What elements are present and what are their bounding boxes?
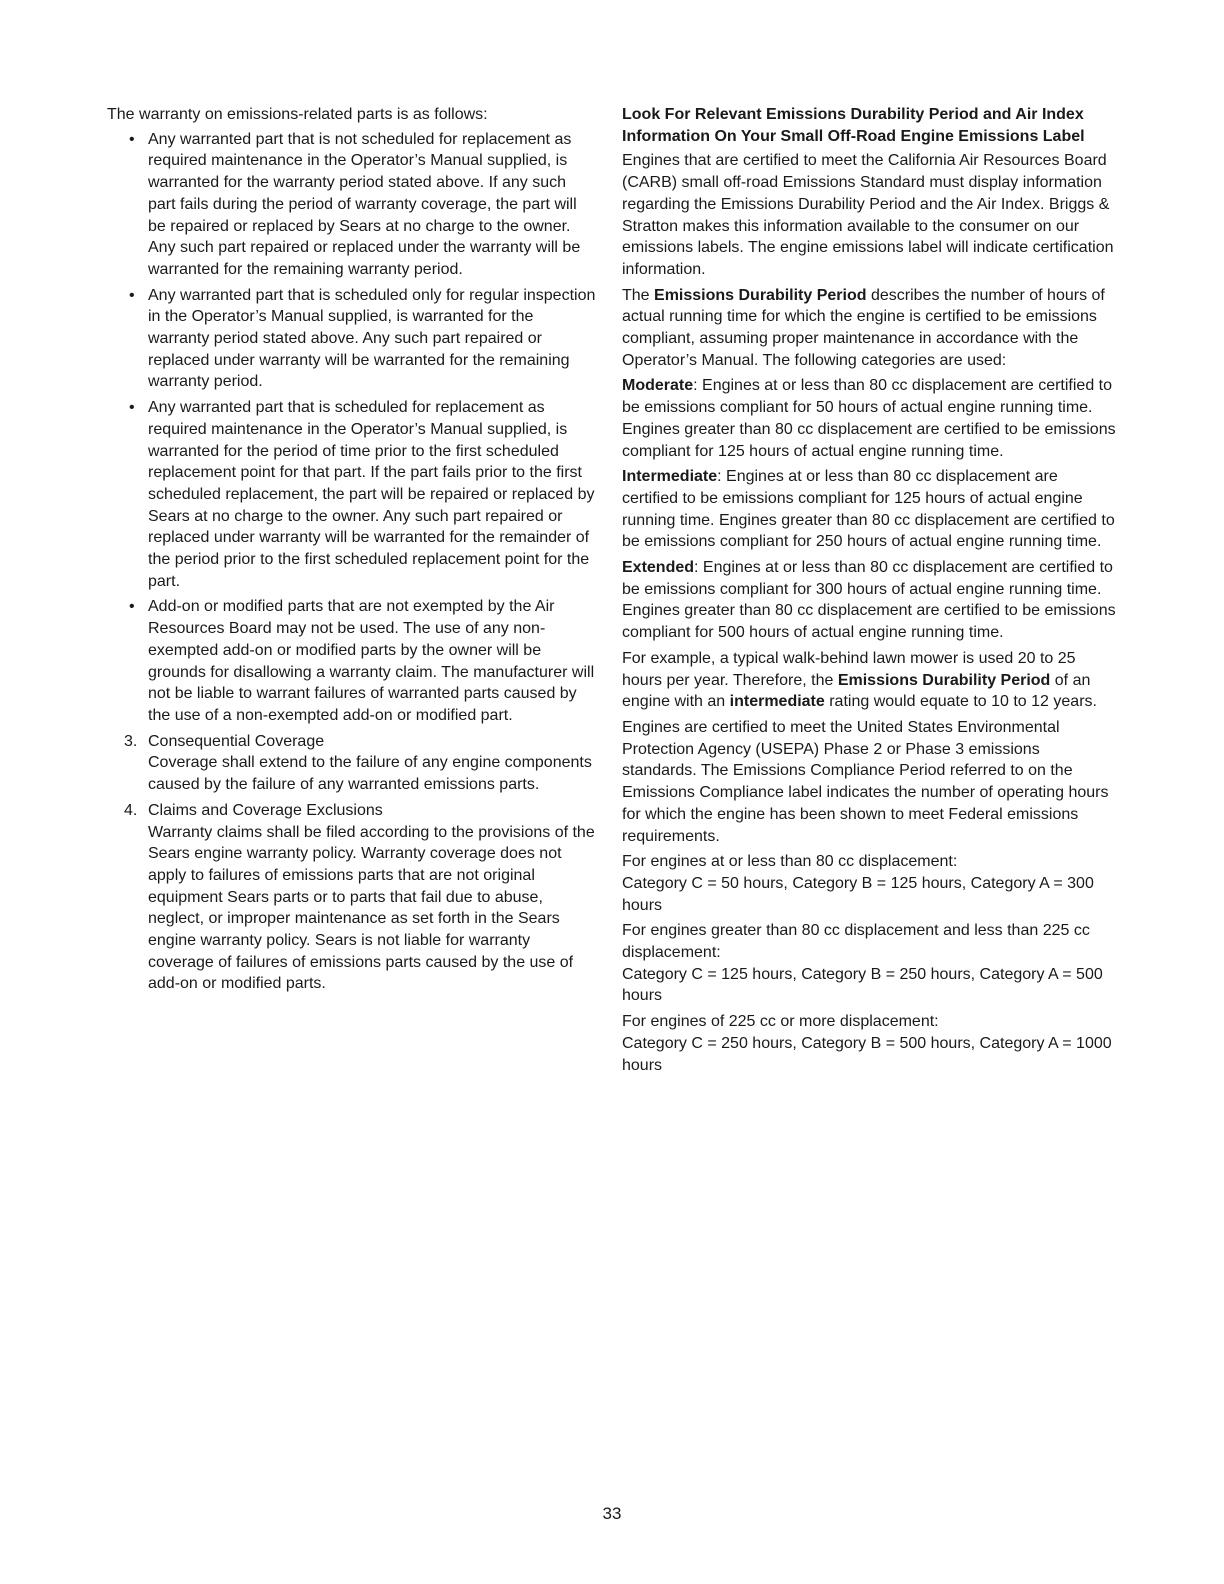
item-number: 4. bbox=[124, 801, 138, 819]
category-moderate bbox=[622, 375, 1117, 462]
numbered-item-consequential-coverage bbox=[124, 731, 597, 796]
displacement-block bbox=[622, 851, 1117, 916]
numbered-item-claims-exclusions bbox=[124, 800, 597, 995]
displacement-block bbox=[622, 920, 1117, 1007]
bullet-item: • Add-on or modified parts that are not exempted by the Air Resources Board may not be used. The use of any non-exempted add-on or modified parts by the owner will be grounds for disallowing a warranty claim. The manufacturer will not be liable to warrant failures of warranted parts caused by the use of a non-exempted add-on or modified part. bbox=[148, 596, 597, 726]
numbered-list bbox=[107, 731, 597, 995]
category-text: : Engines at or less than 80 cc displacement are certified to be emissions compliant for 125 hours of actual engine running time. Engines greater than 80 cc displacement are certified to be emissions compliant for 250 hours of actual engine running time. bbox=[622, 468, 1115, 551]
item-number: 3. bbox=[124, 732, 138, 750]
left-column bbox=[107, 104, 597, 999]
text-run: describes the number of hours of actual running time for which the engine is certified to be emissions compliant, assuming proper maintenance in accordance with the Operator’s Manual. The following categories are used: bbox=[622, 286, 1105, 369]
category-name: Moderate bbox=[622, 377, 694, 395]
bullet-item: • Any warranted part that is scheduled only for regular inspection in the Operator’s Manual supplied, is warranted for the warranty period stated above. Any such part repaired or replaced under warranty will be warranted for the remaining warranty period. bbox=[148, 285, 597, 394]
page-number: 33 bbox=[602, 1504, 622, 1523]
bold-term: intermediate bbox=[729, 693, 825, 711]
text-run: For example, a typical walk-behind lawn mower is used 20 to 25 hours per year. Therefore, the bbox=[622, 649, 1076, 689]
item-title: Claims and Coverage Exclusions bbox=[148, 801, 383, 819]
category-text: : Engines at or less than 80 cc displacement are certified to be emissions compliant for 300 hours of actual engine running time. Engines greater than 80 cc displacement are certified to be emissions compliant for 500 hours of actual engine running time. bbox=[622, 559, 1116, 642]
displacement-values: Category C = 250 hours, Category B = 500 hours, Category A = 1000 hours bbox=[622, 1034, 1112, 1074]
carb-paragraph: Engines that are certified to meet the California Air Resources Board (CARB) small off-road Emissions Standard must display information regarding the Emissions Durability Period and the Air Index. Briggs & Stratton makes this information available to the consumer on our emissions labels. The engine emissions label will indicate certification information. bbox=[622, 152, 1114, 278]
item-body: Warranty claims shall be filed according to the provisions of the Sears engine warranty policy. Warranty coverage does not apply to failures of emissions parts that are not original equipment Sears parts or to parts that fail due to abuse, neglect, or improper maintenance as set forth in the Sears engine warranty policy. Sears is not liable for warranty coverage of failures of emissions parts caused by the use of add-on or modified parts. bbox=[148, 823, 595, 993]
example-paragraph bbox=[622, 648, 1117, 713]
displacement-values: Category C = 50 hours, Category B = 125 hours, Category A = 300 hours bbox=[622, 874, 1094, 914]
warranty-bullet-list bbox=[107, 129, 597, 727]
warranty-intro: The warranty on emissions-related parts is as follows: bbox=[107, 106, 488, 123]
bullet-item: • Any warranted part that is not scheduled for replacement as required maintenance in the Operator’s Manual supplied, is warranted for the warranty period stated above. If any such part fails during the period of warranty coverage, the part will be repaired or replaced by Sears at no charge to the owner. Any such part repaired or replaced under the warranty will be warranted for the remaining warranty period. bbox=[148, 129, 597, 281]
displacement-values: Category C = 125 hours, Category B = 250 hours, Category A = 500 hours bbox=[622, 965, 1103, 1005]
item-body: Coverage shall extend to the failure of any engine components caused by the failure of any warranted emissions parts. bbox=[148, 754, 592, 794]
category-text: : Engines at or less than 80 cc displacement are certified to be emissions compliant for 50 hours of actual engine running time. Engines greater than 80 cc displacement are certified to be emissions compliant for 125 hours of actual engine running time. bbox=[622, 377, 1116, 460]
item-title: Consequential Coverage bbox=[148, 732, 325, 750]
category-intermediate bbox=[622, 466, 1117, 553]
displacement-block bbox=[622, 1011, 1117, 1076]
bullet-item: • Any warranted part that is scheduled for replacement as required maintenance in the Operator’s Manual supplied, is warranted for the period of time prior to the first scheduled replacement point for that part. If the part fails prior to the first scheduled replacement, the part will be repaired or replaced by Sears at no charge to the owner. Any such part repaired or replaced under warranty will be warranted for the remainder of the period prior to the first scheduled replacement point for the part. bbox=[148, 397, 597, 592]
durability-paragraph bbox=[622, 285, 1117, 372]
displacement-label: For engines at or less than 80 cc displacement: bbox=[622, 853, 958, 871]
text-run: of an engine with an bbox=[622, 671, 1091, 711]
displacement-label: For engines greater than 80 cc displacement and less than 225 cc displacement: bbox=[622, 922, 1090, 962]
category-extended bbox=[622, 557, 1117, 644]
category-name: Extended bbox=[622, 559, 695, 577]
text-run: The bbox=[622, 286, 655, 304]
bold-term: Emissions Durability Period bbox=[837, 671, 1051, 689]
category-name: Intermediate bbox=[622, 468, 718, 486]
displacement-label: For engines of 225 cc or more displacement: bbox=[622, 1013, 939, 1031]
section-heading: Look For Relevant Emissions Durability Period and Air Index Information On Your Small Off-Road Engine Emissions Label bbox=[622, 106, 1085, 145]
bold-term: Emissions Durability Period bbox=[654, 286, 867, 304]
right-column bbox=[622, 104, 1117, 1076]
text-run: rating would equate to 10 to 12 years. bbox=[824, 693, 1097, 711]
usepa-paragraph: Engines are certified to meet the United States Environmental Protection Agency (USEPA) Phase 2 or Phase 3 emissions standards. The Emissions Compliance Period referred to on the Emissions Compliance label indicates the number of operating hours for which the engine has been shown to meet Federal emissions requirements. bbox=[622, 718, 1109, 845]
